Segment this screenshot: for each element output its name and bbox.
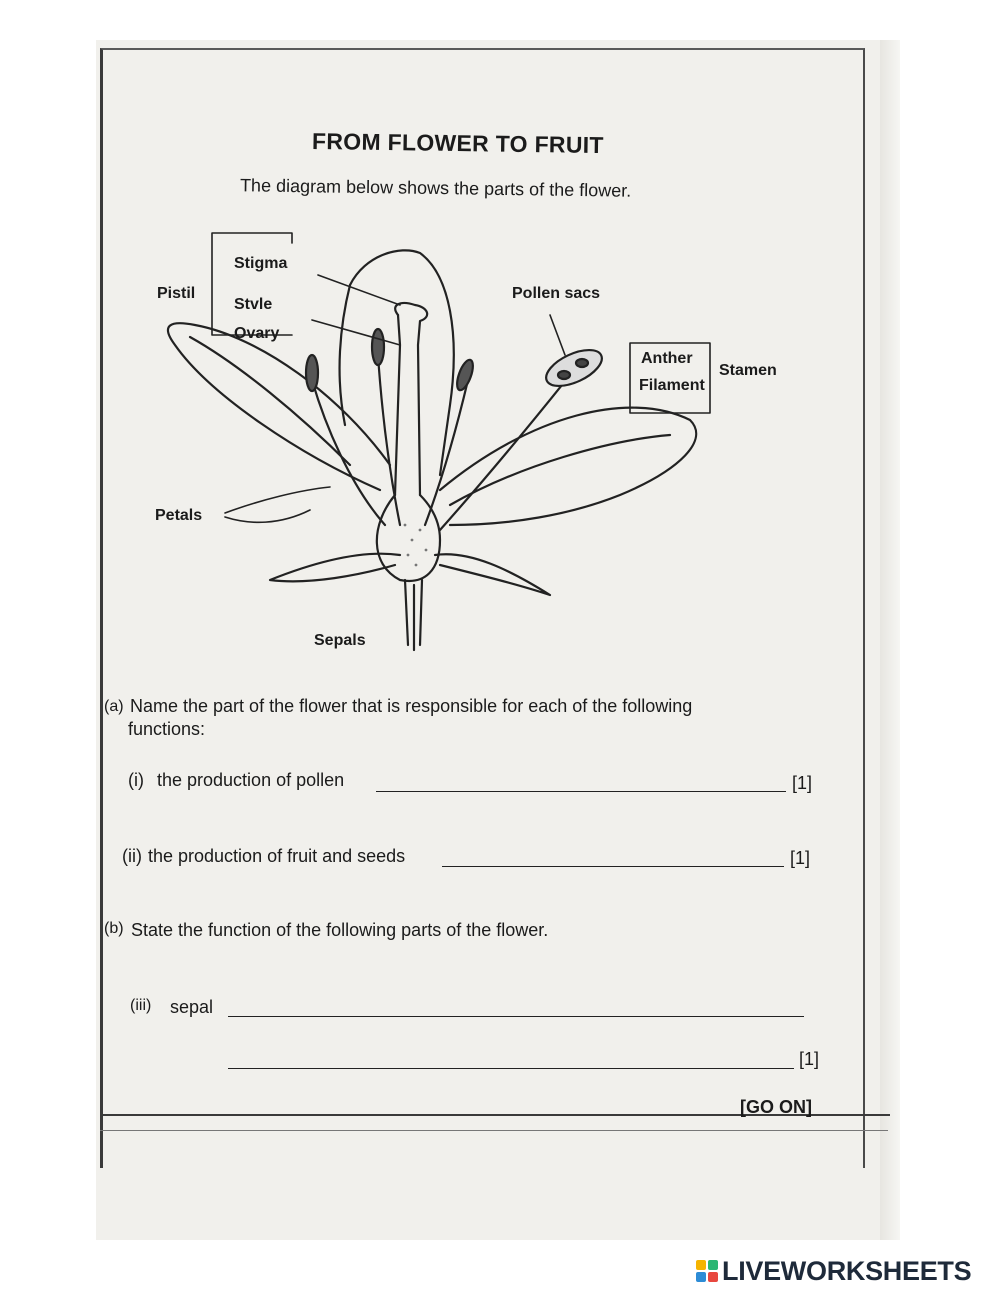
label-ovary: Ovary <box>234 325 280 342</box>
question-ii-text: the production of fruit and seeds <box>148 846 406 866</box>
label-anther: Anther <box>641 350 693 367</box>
label-sepals: Sepals <box>314 632 366 649</box>
question-a-text-2: functions: <box>128 719 206 739</box>
bottom-rule-2 <box>100 1130 888 1131</box>
label-style: Stvle <box>234 296 273 313</box>
scan-shadow <box>880 40 900 1240</box>
logo-grid-icon <box>696 1260 718 1282</box>
answer-line-iii-2[interactable] <box>228 1068 794 1069</box>
worksheet-title: FROM FLOWER TO FRUIT <box>311 127 604 159</box>
answer-line-ii[interactable] <box>442 866 784 867</box>
answer-line-iii-1[interactable] <box>228 1016 804 1017</box>
question-a-text: Name the part of the flower that is responsible for each of the following <box>130 696 693 716</box>
mark-iii: [1] <box>799 1049 820 1069</box>
question-b-text: State the function of the following parts of the flower. <box>131 920 549 940</box>
label-filament: Filament <box>639 377 705 394</box>
worksheet-subtitle: The diagram below shows the parts of the flower. <box>239 175 632 201</box>
question-i-label: (i) <box>128 770 144 790</box>
label-stamen: Stamen <box>719 362 777 379</box>
label-petals: Petals <box>155 507 203 524</box>
question-iii-text: sepal <box>170 997 214 1017</box>
question-b-marker: (b) <box>104 920 124 937</box>
question-i-text: the production of pollen <box>157 770 345 790</box>
question-ii-label: (ii) <box>122 846 142 866</box>
mark-i: [1] <box>792 773 813 793</box>
go-on-label: [GO ON] <box>740 1097 812 1117</box>
label-pistil: Pistil <box>157 285 196 302</box>
logo-text: LIVEWORKSHEETS <box>722 1255 972 1286</box>
label-pollen-sacs: Pollen sacs <box>512 285 601 302</box>
liveworksheets-logo <box>696 1255 971 1287</box>
answer-line-i[interactable] <box>376 791 786 792</box>
flower-diagram <box>150 225 720 665</box>
mark-ii: [1] <box>790 848 811 868</box>
question-iii-label: (iii) <box>130 997 152 1014</box>
label-stigma: Stigma <box>234 255 288 272</box>
question-a-marker: (a) <box>104 698 124 715</box>
